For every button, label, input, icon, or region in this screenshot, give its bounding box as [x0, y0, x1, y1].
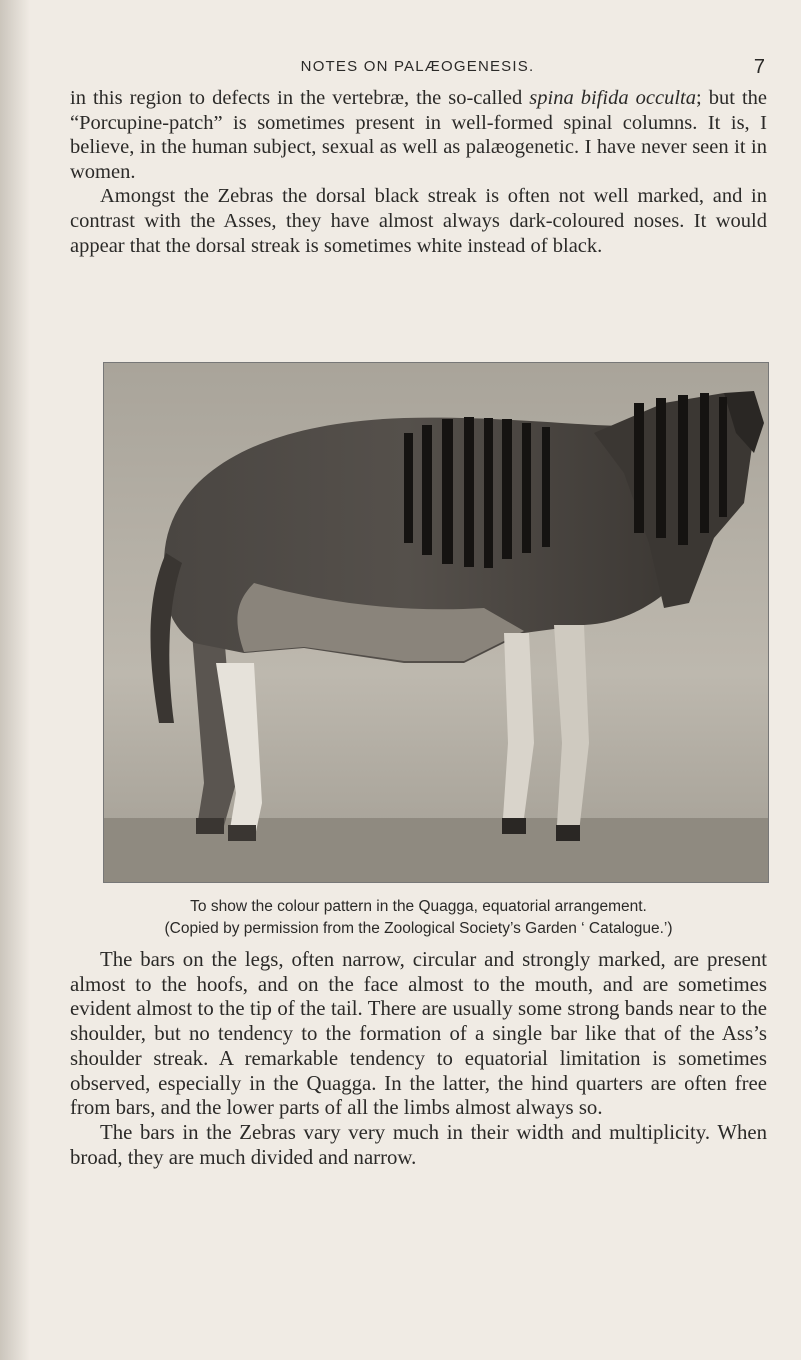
page-gutter-shadow — [0, 0, 30, 1360]
paragraph: The bars in the Zebras vary very much in their width and multiplicity. When broad, they are much divided and narrow. — [70, 1120, 767, 1169]
quagga-illustration — [104, 363, 768, 882]
body-text-bottom — [70, 948, 767, 1170]
figure-caption-line-2: (Copied by permission from the Zoological Society’s Garden ‘ Catalogue.’) — [164, 920, 673, 937]
page-number: 7 — [753, 56, 765, 78]
figure-caption-line-1: To show the colour pattern in the Quagga, equatorial arrangement. — [190, 898, 647, 915]
page-header — [70, 58, 765, 82]
paragraph: Amongst the Zebras the dorsal black streak is often not well marked, and in contrast with the Asses, they have almost always dark-coloured noses. It would appear that the dorsal streak is sometimes white instead of black. — [70, 185, 767, 257]
quagga-photograph — [103, 362, 769, 883]
paragraph: The bars on the legs, often narrow, circular and strongly marked, are present almost to the hoofs, and on the face almost to the mouth, and are sometimes evident almost to the tip of the tail. There are usually some strong bands near to the shoulder, but no tendency to the formation of a single bar like that of the Ass’s shoulder streak. A remarkable tendency to equatorial limitation is sometimes observed, especially in the Quagga. In the latter, the hind quarters are often free from bars, and the lower parts of all the limbs almost always so. — [70, 948, 767, 1120]
paragraph: in this region to defects in the vertebræ, the so-called spina bifida occulta; but the “Porcupine-patch” is sometimes present in well-formed spinal columns. It is, I believe, in the human subject, sexual as well as palæogenetic. I have never seen it in women. — [70, 87, 767, 183]
italic-term: spina bifida occulta — [529, 87, 696, 109]
body-text-top — [70, 86, 767, 258]
running-title: NOTES ON PALÆOGENESIS. — [300, 58, 535, 75]
